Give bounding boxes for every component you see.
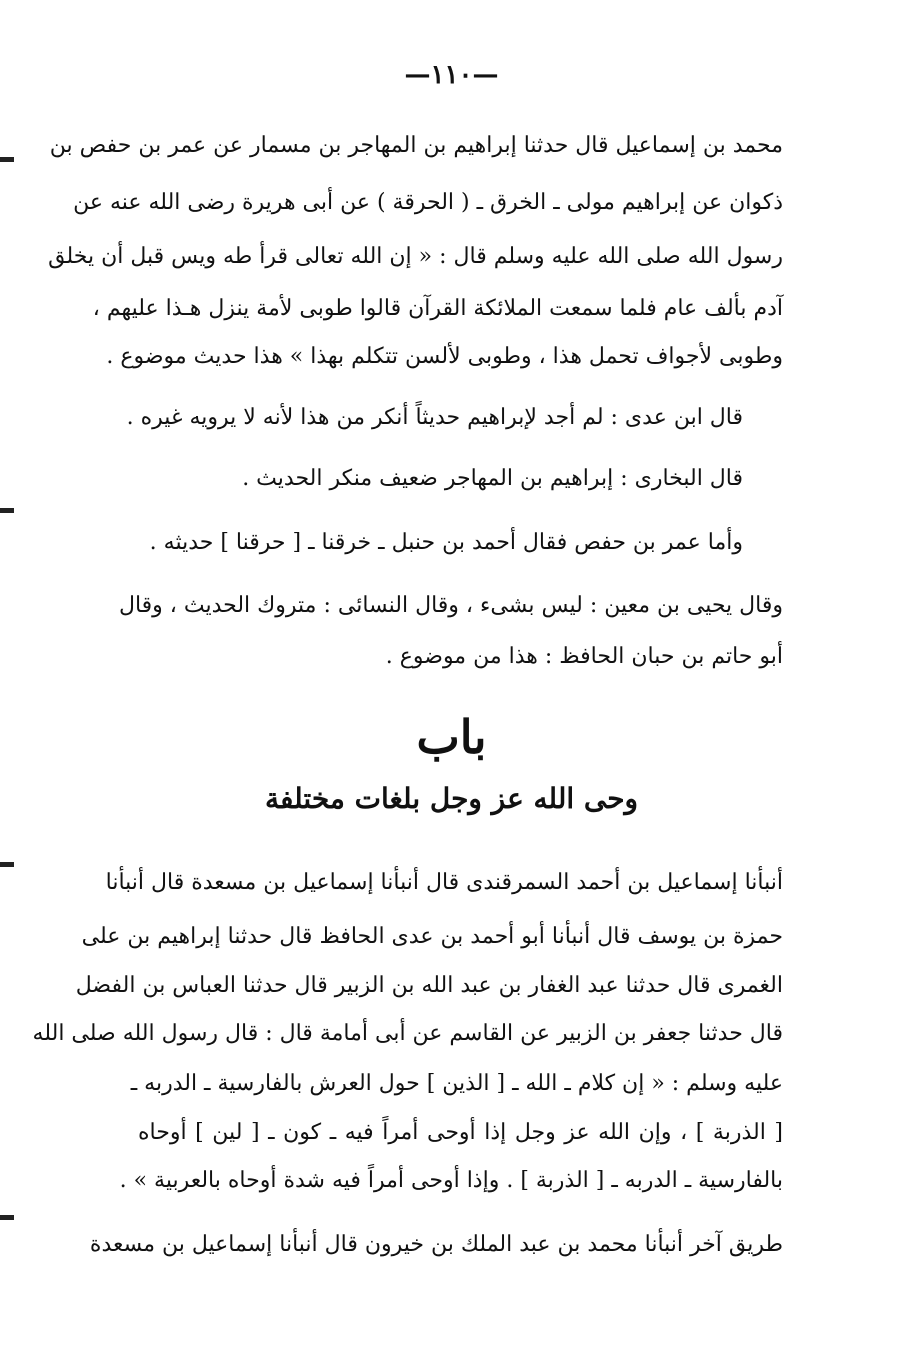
text-line: [ الذربة ] ، وإن الله عز وجل إذا أوحى أمراً فيه ـ كون ـ [ لين ] أوحاه bbox=[138, 1120, 783, 1145]
text-line: حمزة بن يوسف قال أنبأنا أبو أحمد بن عدى الحافظ قال حدثنا إبراهيم بن على bbox=[81, 924, 783, 949]
text-line: بالفارسية ـ الدربه ـ [ الذربة ] . وإذا أوحى أمراً فيه شدة أوحاه بالعربية » . bbox=[119, 1168, 783, 1193]
margin-mark bbox=[0, 157, 14, 162]
text-line: أنبأنا إسماعيل بن أحمد السمرقندى قال أنبأنا إسماعيل بن مسعدة قال أنبأنا bbox=[105, 870, 783, 895]
text-line: وقال يحيى بن معين : ليس بشىء ، وقال النسائى : متروك الحديث ، وقال bbox=[118, 593, 783, 618]
chapter-heading: باب bbox=[416, 710, 487, 764]
text-line: وأما عمر بن حفص فقال أحمد بن حنبل ـ خرقنا ـ [ حرقنا ] حديثه . bbox=[149, 530, 743, 555]
text-line: عليه وسلم : « إن كلام ـ الله ـ [ الذين ] حول العرش بالفارسية ـ الدربه ـ bbox=[130, 1071, 783, 1096]
text-line: آدم بألف عام فلما سمعت الملائكة القرآن قالوا طوبى لأمة ينزل هـذا عليهم ، bbox=[92, 296, 783, 321]
text-line: قال حدثنا جعفر بن الزبير عن القاسم عن أبى أمامة قال : قال رسول الله صلى الله bbox=[32, 1021, 783, 1046]
text-line: قال ابن عدى : لم أجد لإبراهيم حديثاً أنكر من هذا لأنه لا يرويه غيره . bbox=[126, 405, 743, 430]
text-line: قال البخارى : إبراهيم بن المهاجر ضعيف منكر الحديث . bbox=[242, 466, 743, 491]
margin-mark bbox=[0, 508, 14, 513]
chapter-subheading: وحى الله عز وجل بلغات مختلفة bbox=[264, 782, 639, 815]
text-line: أبو حاتم بن حبان الحافظ : هذا من موضوع . bbox=[385, 644, 783, 669]
text-line: الغمرى قال حدثنا عبد الغفار بن عبد الله بن الزبير قال حدثنا العباس بن الفضل bbox=[75, 973, 783, 998]
page-number: —١١٠— bbox=[404, 60, 499, 90]
text-line: محمد بن إسماعيل قال حدثنا إبراهيم بن المهاجر بن مسمار عن عمر بن حفص بن bbox=[49, 133, 783, 158]
text-line: وطوبى لأجواف تحمل هذا ، وطوبى لألسن تتكلم بهذا » هذا حديث موضوع . bbox=[106, 344, 783, 369]
text-line: طريق آخر أنبأنا محمد بن عبد الملك بن خيرون قال أنبأنا إسماعيل بن مسعدة bbox=[89, 1232, 783, 1257]
text-line: رسول الله صلى الله عليه وسلم قال : « إن الله تعالى قرأ طه ويس قبل أن يخلق bbox=[48, 244, 783, 269]
margin-mark bbox=[0, 1215, 14, 1220]
margin-mark bbox=[0, 862, 14, 867]
text-line: ذكوان عن إبراهيم مولى ـ الخرق ـ ( الحرقة ) عن أبى هريرة رضى الله عنه عن bbox=[73, 190, 783, 215]
